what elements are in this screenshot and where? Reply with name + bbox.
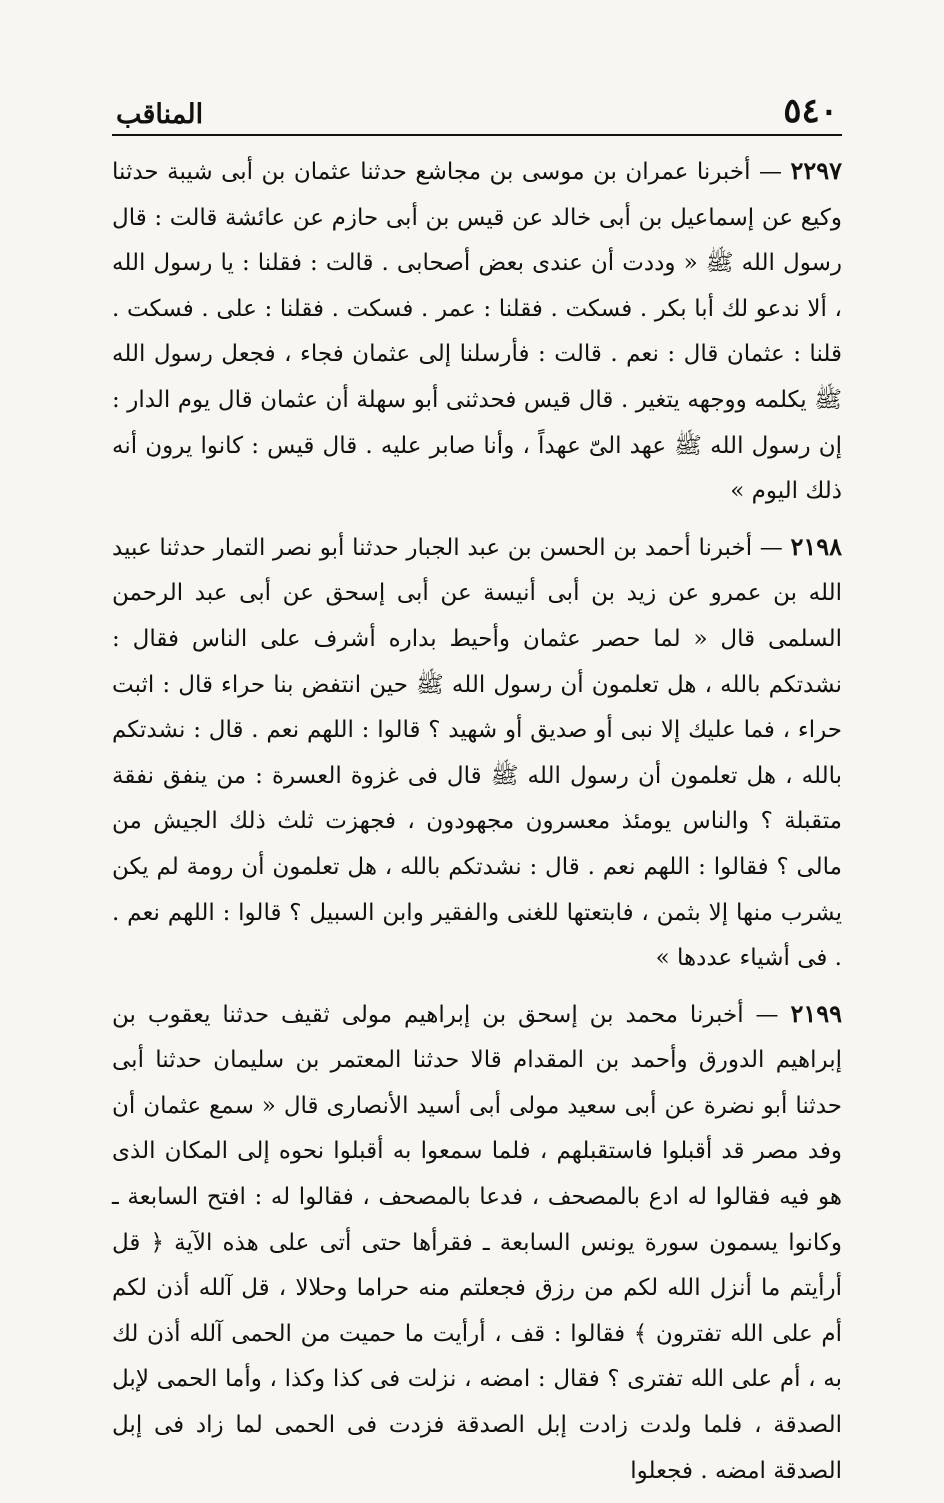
hadith-paragraph: [112, 148, 842, 515]
book-page: [112, 78, 842, 1503]
hadith-dash: —: [752, 534, 783, 561]
page-number: ٥٤٠: [783, 91, 838, 131]
hadith-dash: —: [750, 159, 782, 185]
hadith-number: ٢١٩٩: [790, 998, 843, 1028]
hadith-text: أخبرنا عمران بن موسى بن مجاشع حدثنا عثمان بن أبى شيبة حدثنا وكيع عن إسماعيل بن أبى خالد عن قيس بن أبى حازم عن عائشة قالت : قال رسول الله ﷺ « وددت أن عندى بعض أصحابى . قالت : فقلنا : يا رسول الله ، ألا ندعو لك أبا بكر . فسكت . فقلنا : عمر . فسكت . فقلنا : على . فسكت . قلنا : عثمان قال : نعم . قالت : فأرسلنا إلى عثمان فجاء ، فجعل رسول الله ﷺ يكلمه ووجهه يتغير . قال قيس فحدثنى أبو سهلة أن عثمان قال يوم الدار : إن رسول الله ﷺ عهد الىّ عهداً ، وأنا صابر عليه . قال قيس : كانوا يرون أنه ذلك اليوم »: [112, 159, 842, 505]
hadith-paragraph: [112, 524, 842, 982]
hadith-number: ٢١٩٨: [790, 531, 843, 561]
body-text: [112, 148, 842, 1494]
running-title: المناقب: [116, 99, 204, 130]
page-header: [112, 78, 842, 131]
hadith-dash: —: [743, 1001, 779, 1028]
header-rule: [112, 134, 842, 136]
hadith-text: أخبرنا محمد بن إسحق بن إبراهيم مولى ثقيف حدثنا يعقوب بن إبراهيم الدورق وأحمد بن المقدام قالا حدثنا المعتمر بن سليمان حدثنا أبى حدثنا أبو نضرة عن أبى سعيد مولى أبى أسيد الأنصارى قال « سمع عثمان أن وفد مصر قد أقبلوا فاستقبلهم ، فلما سمعوا به أقبلوا نحوه إلى المكان الذى هو فيه فقالوا له ادع بالمصحف ، فدعا بالمصحف ، فقالوا له : افتح السابعة ـ وكانوا يسمون سورة يونس السابعة ـ فقرأها حتى أتى على هذه الآية ﴿ قل أرأيتم ما أنزل الله لكم من رزق فجعلتم منه حراما وحلالا ، قل آلله أذن لكم أم على الله تفترون ﴾ فقالوا : قف ، أرأيت ما حميت من الحمى آلله أذن لك به ، أم على الله تفترى ؟ فقال : امضه ، نزلت فى كذا وكذا ، وأما الحمى لإبل الصدقة ، فلما ولدت زادت إبل الصدقة فزدت فى الحمى لما زاد فى إبل الصدقة امضه . فجعلوا: [112, 1001, 842, 1484]
hadith-number: ٢٢٩٧: [790, 156, 843, 185]
hadith-paragraph: [112, 991, 842, 1495]
hadith-text: أخبرنا أحمد بن الحسن بن عبد الجبار حدثنا أبو نصر التمار حدثنا عبيد الله بن عمرو عن زيد بن أبى أنيسة عن أبى إسحق عن أبى عبد الرحمن السلمى قال « لما حصر عثمان وأحيط بداره أشرف على الناس فقال : نشدتكم بالله ، هل تعلمون أن رسول الله ﷺ حين انتفض بنا حراء قال : اثبت حراء ، فما عليك إلا نبى أو صديق أو شهيد ؟ قالوا : اللهم نعم . قال : نشدتكم بالله ، هل تعلمون أن رسول الله ﷺ قال فى غزوة العسرة : من ينفق نفقة متقبلة ؟ والناس يومئذ معسرون مجهودون ، فجهزت ثلث ذلك الجيش من مالى ؟ فقالوا : اللهم نعم . قال : نشدتكم بالله ، هل تعلمون أن رومة لم يكن يشرب منها إلا بثمن ، فابتعتها للغنى والفقير وابن السبيل ؟ قالوا : اللهم نعم . . فى أشياء عددها »: [112, 534, 842, 972]
